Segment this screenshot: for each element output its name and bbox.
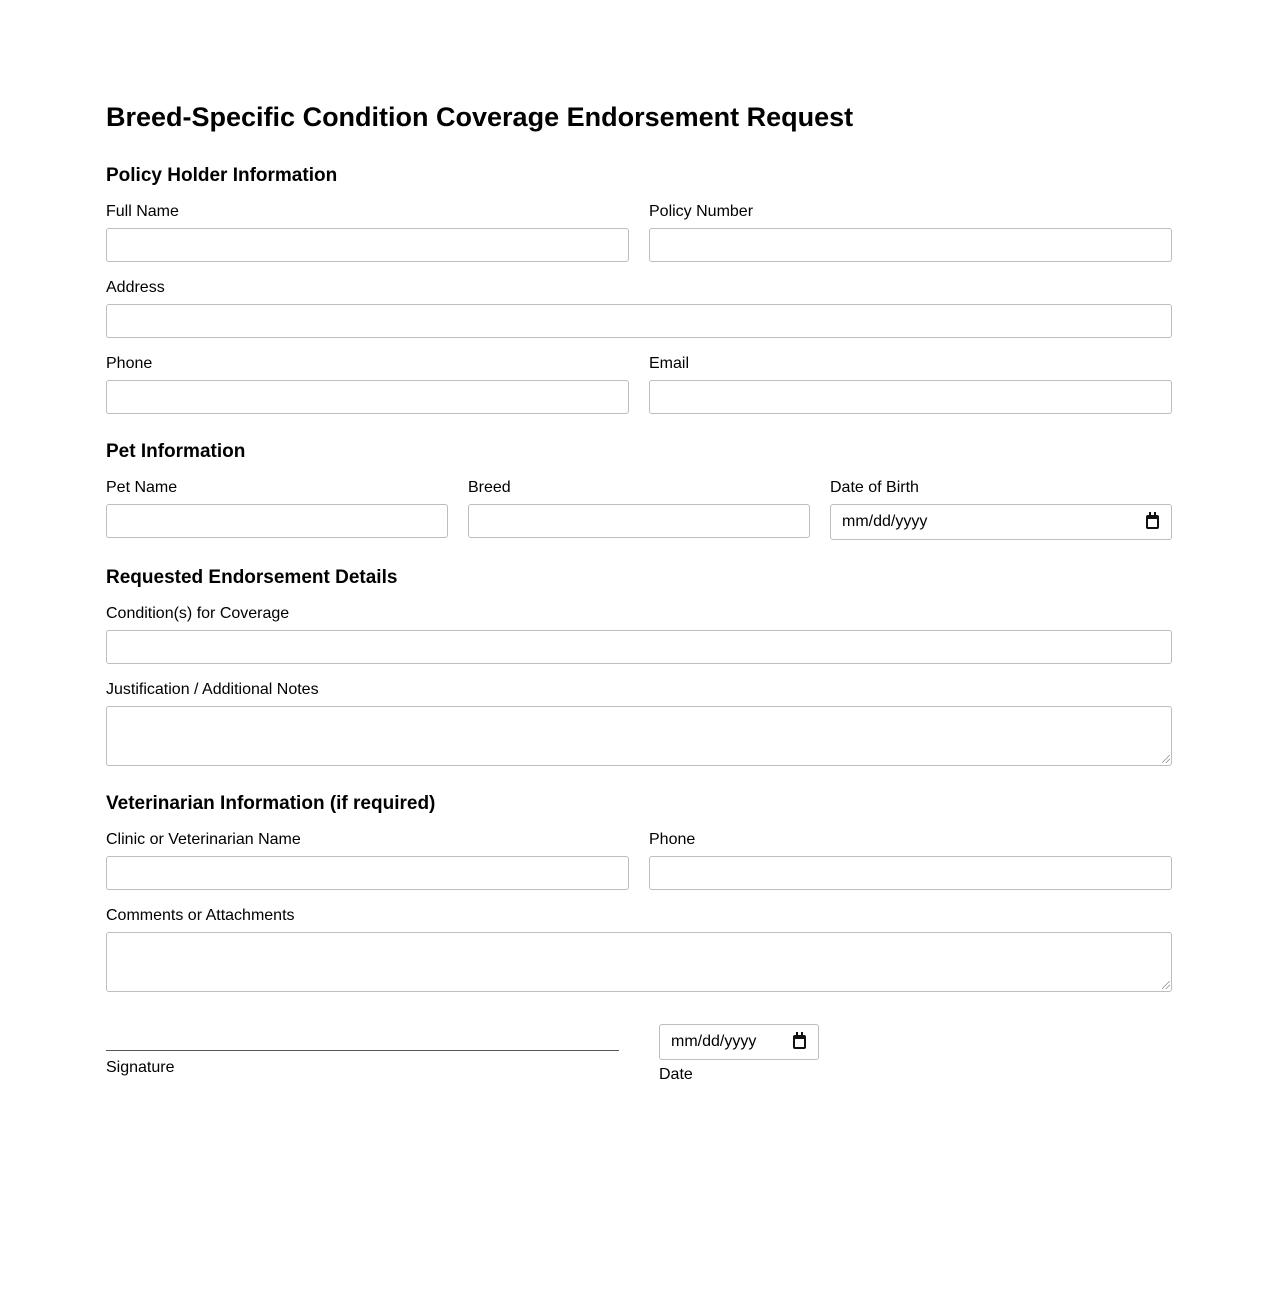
- signature-date-input[interactable]: [659, 1024, 819, 1060]
- section-heading-pet: Pet Information: [106, 441, 246, 462]
- form-title: Breed-Specific Condition Coverage Endorsement Request: [106, 102, 854, 132]
- calendar-icon[interactable]: [1146, 515, 1159, 529]
- conditions-label: Condition(s) for Coverage: [106, 605, 290, 622]
- justification-textarea[interactable]: [106, 706, 1172, 766]
- signature-label: Signature: [106, 1059, 175, 1076]
- clinic-name-input[interactable]: [106, 856, 629, 890]
- policy-number-input[interactable]: [649, 228, 1172, 262]
- signature-date-label: Date: [659, 1066, 693, 1083]
- policy-number-label: Policy Number: [649, 203, 754, 220]
- email-input[interactable]: [649, 380, 1172, 414]
- pet-name-input[interactable]: [106, 504, 448, 538]
- vet-phone-input[interactable]: [649, 856, 1172, 890]
- date-of-birth-label: Date of Birth: [830, 479, 919, 496]
- section-heading-veterinarian: Veterinarian Information (if required): [106, 793, 436, 814]
- full-name-input[interactable]: [106, 228, 629, 262]
- conditions-input[interactable]: [106, 630, 1172, 664]
- comments-textarea[interactable]: [106, 932, 1172, 992]
- address-input[interactable]: [106, 304, 1172, 338]
- phone-input[interactable]: [106, 380, 629, 414]
- vet-phone-label: Phone: [649, 831, 696, 848]
- justification-label: Justification / Additional Notes: [106, 681, 319, 698]
- breed-label: Breed: [468, 479, 511, 496]
- full-name-label: Full Name: [106, 203, 179, 220]
- signature-date-placeholder: mm/dd/yyyy: [671, 1033, 757, 1050]
- resize-handle-icon[interactable]: [1162, 981, 1170, 989]
- calendar-icon[interactable]: [793, 1035, 806, 1049]
- phone-label: Phone: [106, 355, 153, 372]
- pet-name-label: Pet Name: [106, 479, 178, 496]
- date-of-birth-placeholder: mm/dd/yyyy: [842, 513, 928, 530]
- address-label: Address: [106, 279, 165, 296]
- signature-line[interactable]: [106, 1050, 619, 1051]
- date-of-birth-input[interactable]: [830, 504, 1172, 540]
- comments-label: Comments or Attachments: [106, 907, 295, 924]
- email-label: Email: [649, 355, 690, 372]
- resize-handle-icon[interactable]: [1162, 755, 1170, 763]
- breed-input[interactable]: [468, 504, 810, 538]
- section-heading-endorsement: Requested Endorsement Details: [106, 567, 398, 588]
- section-heading-policy-holder: Policy Holder Information: [106, 165, 338, 186]
- clinic-name-label: Clinic or Veterinarian Name: [106, 831, 301, 848]
